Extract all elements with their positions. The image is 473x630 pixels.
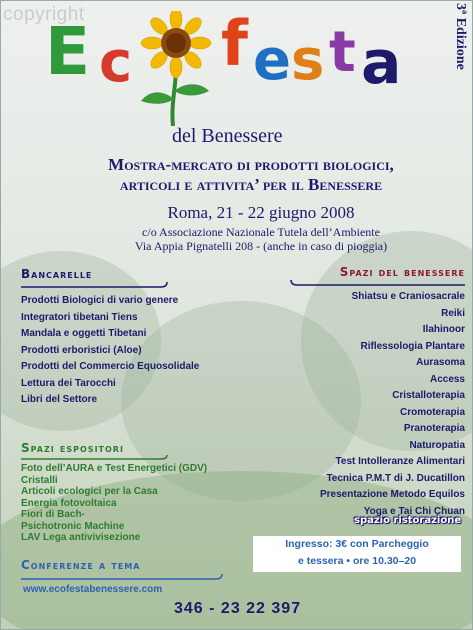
event-address bbox=[91, 225, 431, 253]
list-item: Presentazione Metodo Equilos bbox=[319, 489, 465, 500]
entrance-line: e tessera • ore 10.30–20 bbox=[297, 555, 417, 567]
list-item: LAV Lega antivivisezione bbox=[21, 532, 141, 543]
title-line: articoli e attivita’ per il Benessere bbox=[119, 175, 383, 194]
list-item: Lettura dei Tarocchi bbox=[21, 377, 116, 389]
list-item: Tecnica P.M.T di J. Ducatillon bbox=[326, 472, 465, 484]
list-item: Libri del Settore bbox=[21, 394, 98, 405]
bancarelle-section bbox=[21, 267, 221, 409]
list-item: Test Intolleranze Alimentari bbox=[335, 456, 465, 467]
logo-letter: e bbox=[253, 28, 291, 93]
title-line: Mostra-mercato di prodotti biologici, bbox=[108, 155, 394, 174]
event-date: Roma, 21 - 22 giugno 2008 bbox=[167, 203, 355, 222]
page-title bbox=[41, 155, 461, 195]
arrow-icon bbox=[21, 572, 226, 582]
benessere-section bbox=[251, 265, 465, 520]
website-link[interactable]: www.ecofestabenessere.com bbox=[23, 584, 163, 595]
logo-letter: E bbox=[45, 13, 91, 90]
list-item: Pranoterapia bbox=[403, 423, 465, 434]
sunflower-icon bbox=[131, 11, 221, 126]
entrance-line: Ingresso: 3€ con Parcheggio bbox=[285, 538, 429, 550]
section-heading: Bancarelle bbox=[21, 267, 93, 281]
list-item: Energia fotovoltaica bbox=[21, 497, 117, 509]
list-item: Cristalloterapia bbox=[392, 390, 465, 401]
list-item: Prodotti Biologici di vario genere bbox=[21, 295, 179, 306]
list-item: Articoli ecologici per la Casa bbox=[21, 486, 158, 497]
logo-letter: t bbox=[329, 20, 356, 85]
ecofesta-logo bbox=[41, 7, 441, 121]
list-item: Naturopatia bbox=[409, 439, 465, 451]
logo-letter: a bbox=[361, 28, 402, 98]
arrow-icon bbox=[21, 455, 171, 463]
logo-letter: c bbox=[99, 30, 133, 95]
list-item: Aurasoma bbox=[416, 357, 465, 368]
list-item: Cromoterapia bbox=[399, 406, 465, 418]
logo-letter: s bbox=[291, 28, 325, 93]
subtitle: del Benessere bbox=[172, 125, 283, 147]
section-heading: Conferenze a tema bbox=[21, 558, 141, 572]
list-item: Psichotronic Machine bbox=[21, 520, 125, 532]
list-item: Access bbox=[429, 373, 465, 385]
address-line: Via Appia Pignatelli 208 - (anche in caso di pioggia) bbox=[134, 239, 388, 253]
list-item: Fiori di Bach- bbox=[21, 509, 85, 520]
list-item: Reiki bbox=[441, 307, 465, 319]
list-item: Shiatsu e Craniosacrale bbox=[351, 291, 465, 302]
ristorazione-label: spazio ristorazione bbox=[354, 515, 462, 526]
entrance-info-box bbox=[253, 536, 461, 572]
address-line: c/o Associazione Nazionale Tutela dell’Ambiente bbox=[142, 225, 380, 239]
logo-letter: f bbox=[221, 7, 248, 80]
list-item: Mandala e oggetti Tibetani bbox=[21, 328, 147, 339]
section-heading: Spazi espositori bbox=[21, 441, 124, 455]
list-item: Yoga e Tai Chi Chuan bbox=[363, 505, 465, 517]
espositori-section bbox=[21, 441, 241, 544]
list-item: Cristalli bbox=[21, 474, 58, 486]
arrow-icon bbox=[21, 281, 171, 291]
list-item: Integratori tibetani Tiens bbox=[21, 311, 138, 323]
list-item: Ilahinoor bbox=[422, 324, 465, 335]
list-item: Prodotti del Commercio Equosolidale bbox=[21, 361, 200, 372]
edition-label: 3ª Edizione bbox=[453, 3, 468, 70]
conferenze-section bbox=[21, 558, 231, 582]
phone-number: 346 - 23 22 397 bbox=[174, 600, 302, 617]
arrow-icon bbox=[251, 279, 465, 289]
list-item: Foto dell’AURA e Test Energetici (GDV) bbox=[21, 463, 208, 474]
watermark-text: copyright bbox=[3, 4, 85, 25]
section-heading: Spazi del benessere bbox=[339, 265, 465, 279]
list-item: Riflessologia Plantare bbox=[360, 340, 465, 352]
list-item: Prodotti erboristici (Aloe) bbox=[21, 344, 142, 356]
